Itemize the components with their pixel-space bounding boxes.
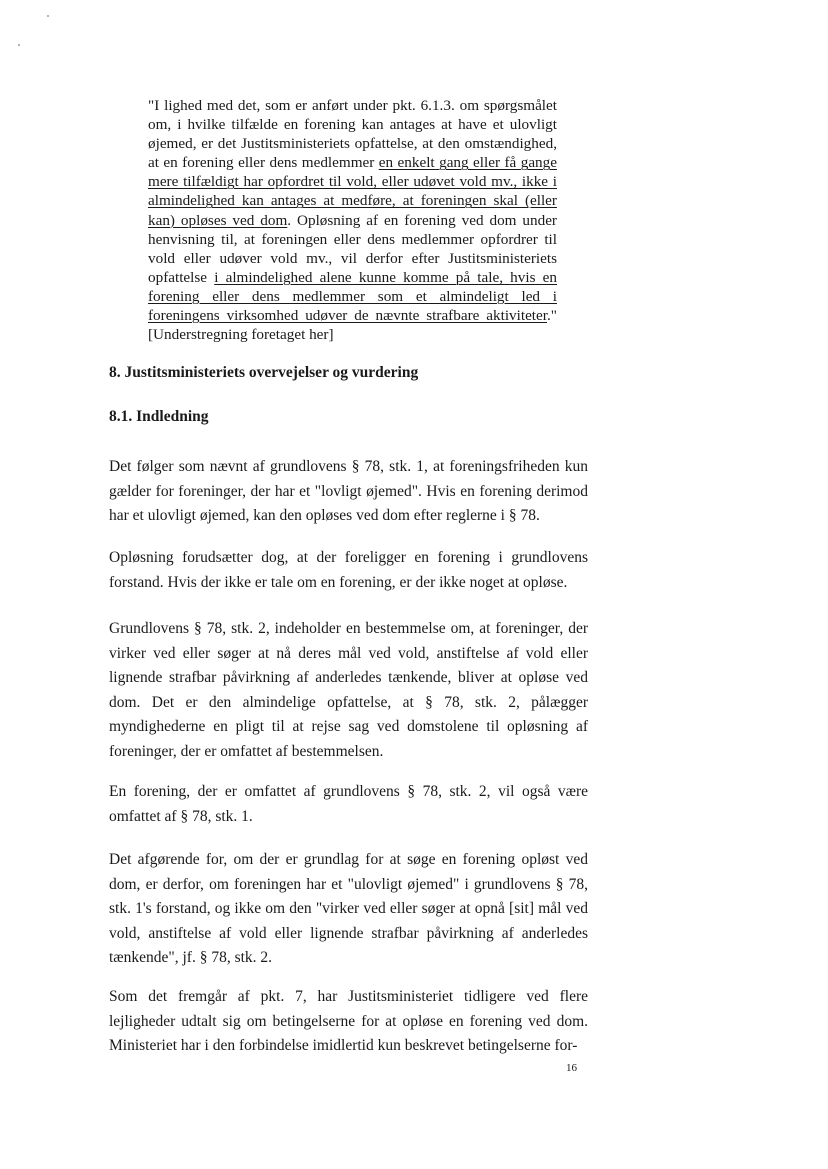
scan-speck bbox=[18, 44, 20, 46]
page-number: 16 bbox=[566, 1062, 577, 1074]
section-heading: 8. Justitsministeriets overvejelser og vurdering bbox=[109, 364, 419, 381]
quote-text: . Opløsning af en forening ved dom under henvisning til, at foreningen eller dens medlemmer opfordrer til vold eller udøver vold mv., vil derfor efter Justitsministeriets opfattelse bbox=[148, 211, 557, 286]
quote-underlined-text: i almindelighed alene kunne komme på tale, hvis en forening eller dens medlemmer som et almindeligt led i foreningens virksomhed udøver de nævnte strafbare aktiviteter bbox=[148, 268, 557, 325]
body-paragraph: Som det fremgår af pkt. 7, har Justitsministeriet tidligere ved flere lejligheder udtalt sig om betingelserne for at opløse en forening ved dom. Ministeriet har i den forbindelse imidlertid kun beskrevet betingelserne for- bbox=[109, 988, 588, 1054]
body-paragraph: Opløsning forudsætter dog, at der foreligger en forening i grundlovens forstand. Hvis der ikke er tale om en forening, er der ikke noget at opløse. bbox=[109, 549, 588, 591]
quote-text: ." [Understregning foretaget her] bbox=[148, 307, 557, 344]
body-paragraph: Det følger som nævnt af grundlovens § 78, stk. 1, at foreningsfriheden kun gælder for foreninger, der har et "lovligt øjemed". Hvis en forening derimod har et ulovligt øjemed, kan den opløses ved dom efter reglerne i § 78. bbox=[109, 458, 588, 524]
block-quote bbox=[148, 96, 557, 344]
scan-speck bbox=[47, 15, 49, 17]
body-paragraph: Det afgørende for, om der er grundlag for at søge en forening opløst ved dom, er derfor, om foreningen har et "ulovligt øjemed" i grundlovens § 78, stk. 1's forstand, og ikke om den "virker ved eller søger at opnå [sit] mål ved vold, anstiftelse af vold eller lignende strafbar påvirkning af anderledes tænkende", jf. § 78, stk. 2. bbox=[109, 851, 588, 966]
subsection-heading: 8.1. Indledning bbox=[109, 408, 209, 425]
quote-text: "I lighed med det, som er anført under pkt. 6.1.3. om spørgsmålet om, i hvilke tilfælde en forening kan antages at have et ulovligt øjemed, er det Justitsministeriets opfattelse, at den omstændighed, at en forening eller dens medlemmer bbox=[148, 97, 557, 172]
body-paragraph: En forening, der er omfattet af grundlovens § 78, stk. 2, vil også være omfattet af § 78, stk. 1. bbox=[109, 783, 588, 825]
quote-underlined-text: en enkelt gang eller få gange mere tilfældigt har opfordret til vold, eller udøvet vold mv., ikke i almindelighed kan antages at medføre, at foreningen skal (eller kan) opløses ved dom bbox=[148, 154, 557, 229]
body-paragraph: Grundlovens § 78, stk. 2, indeholder en bestemmelse om, at foreninger, der virker ved eller søger at nå deres mål ved vold, anstiftelse af vold eller lignende strafbar påvirkning af anderledes tænkende, bliver at opløse ved dom. Det er den almindelige opfattelse, at § 78, stk. 2, pålægger myndighederne en pligt til at rejse sag ved domstolene til opløsning af foreninger, der er omfattet af bestemmelsen. bbox=[109, 620, 588, 760]
